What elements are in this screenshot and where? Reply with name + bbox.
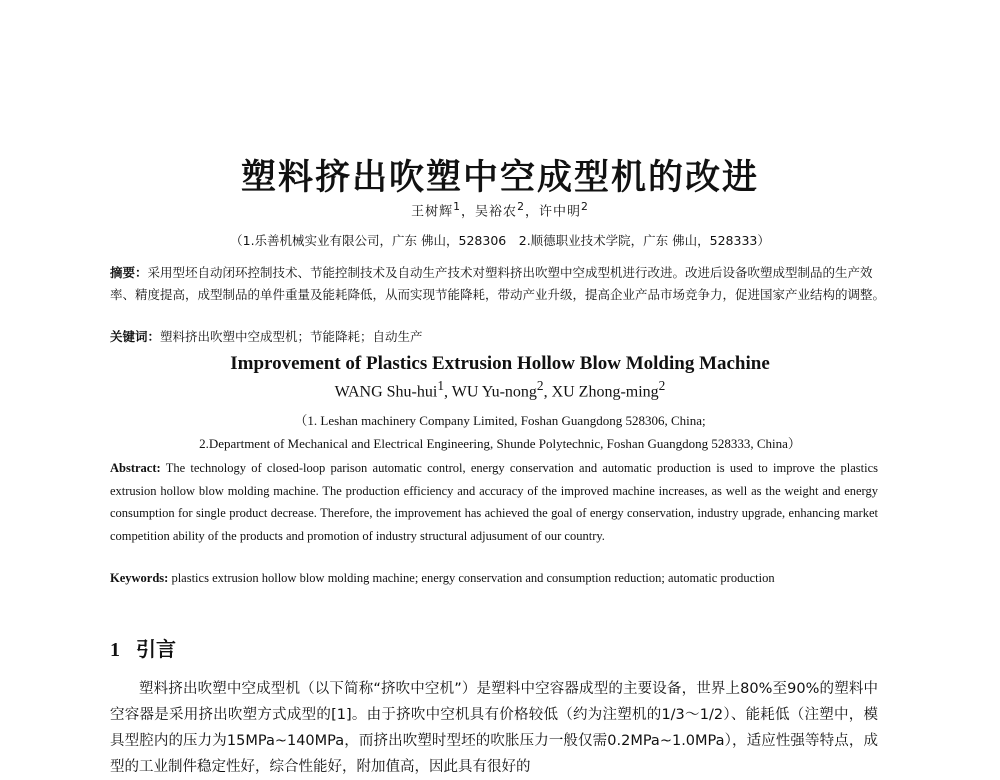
abstract-en-label: Abstract: [110, 461, 161, 475]
abstract-cn-text: 采用型坯自动闭环控制技术、节能控制技术及自动生产技术对塑料挤出吹塑中空成型机进行改进。改进后设备吹塑成型制品的生产效率、精度提高，成型制品的单件重量及能耗降低，从而实现节能降耗，带动产业升级，提高企业产品市场竞争力，促进国家产业结构的调整。 [110, 265, 886, 302]
author-name-en: WANG Shu-hui [334, 383, 438, 401]
keywords-cn-text: 塑料挤出吹塑中空成型机；节能降耗；自动生产 [160, 329, 423, 344]
author-affiliation-mark: 2 [536, 378, 544, 393]
author-list-cn: 王树辉$^1$，吴裕农$^2$，许中明$^2$ [411, 200, 589, 220]
section-heading-introduction [110, 633, 176, 662]
keywords-en-text: plastics extrusion hollow blow molding machine; energy conservation and consumption reduction; automatic production [168, 571, 775, 585]
section-title: 引言 [136, 637, 176, 661]
section-number: 1 [110, 639, 120, 661]
author-name-cn: 王树辉 [411, 204, 454, 220]
keywords-en-label: Keywords: [110, 571, 169, 585]
affiliation-en-1: （1. Leshan machinery Company Limited, Foshan Guangdong 528306, China; [294, 413, 706, 428]
author-affiliation-mark: 1 [453, 200, 462, 213]
author-name-en: WU Yu-nong [451, 383, 537, 401]
author-name-en: XU Zhong-ming [551, 383, 659, 401]
author-name-cn: 吴裕农 [475, 204, 518, 220]
intro-paragraph: 塑料挤出吹塑中空成型机（以下简称“挤吹中空机”）是塑料中空容器成型的主要设备，世界上80%至90%的塑料中空容器是采用挤出吹塑方式成型的[1]。由于挤吹中空机具有价格较低（约为注塑机的1/3～1/2）、能耗低（注塑中，模具型腔内的压力为15MPa~140MPa，而挤出吹塑时型坯的吹胀压力一般仅需0.2MPa~1.0MPa），适应性强等特点，成型的工业制件稳定性好，综合性能好，附加值高，因此具有很好的 [110, 681, 878, 775]
paper-title-en: Improvement of Plastics Extrusion Hollow Blow Molding Machine [230, 353, 770, 374]
author-affiliation-mark: 2 [580, 200, 589, 213]
author-list-en: WANG Shu-hui$^1$, WU Yu-nong$^2$, XU Zhong-ming$^2$ [334, 378, 666, 401]
author-affiliation-mark: 1 [437, 378, 444, 393]
abstract-en [110, 457, 878, 547]
paper-title-cn: 塑料挤出吹塑中空成型机的改进 [240, 158, 759, 198]
abstract-cn [110, 262, 890, 305]
abstract-cn-label: 摘要： [110, 265, 148, 280]
keywords-en [110, 567, 878, 590]
author-affiliation-mark: 2 [517, 200, 525, 213]
affiliation-en-2: 2.Department of Mechanical and Electrical Engineering, Shunde Polytechnic, Foshan Guangdong 528333, China） [199, 436, 801, 451]
author-name-cn: 许中明 [538, 204, 581, 220]
abstract-en-text: The technology of closed-loop parison automatic control, energy conservation and automatic production is used to improve the plastics extrusion hollow blow molding machine. The production efficiency and accuracy of the improved machine increases, as well as the weight and energy consumption for single product decrease. Therefore, the improvement has achieved the goal of energy conservation, industry upgrade, enhancing market competition ability of the products and promotion of industry structural adjusument of our country. [110, 461, 878, 543]
author-affiliation-mark: 2 [658, 378, 666, 393]
keywords-cn-label: 关键词： [110, 329, 161, 344]
keywords-cn [110, 326, 890, 348]
affiliation-cn: （1.乐善机械实业有限公司，广东 佛山，528306 2.顺德职业技术学院，广东 佛山，528333） [230, 233, 770, 248]
